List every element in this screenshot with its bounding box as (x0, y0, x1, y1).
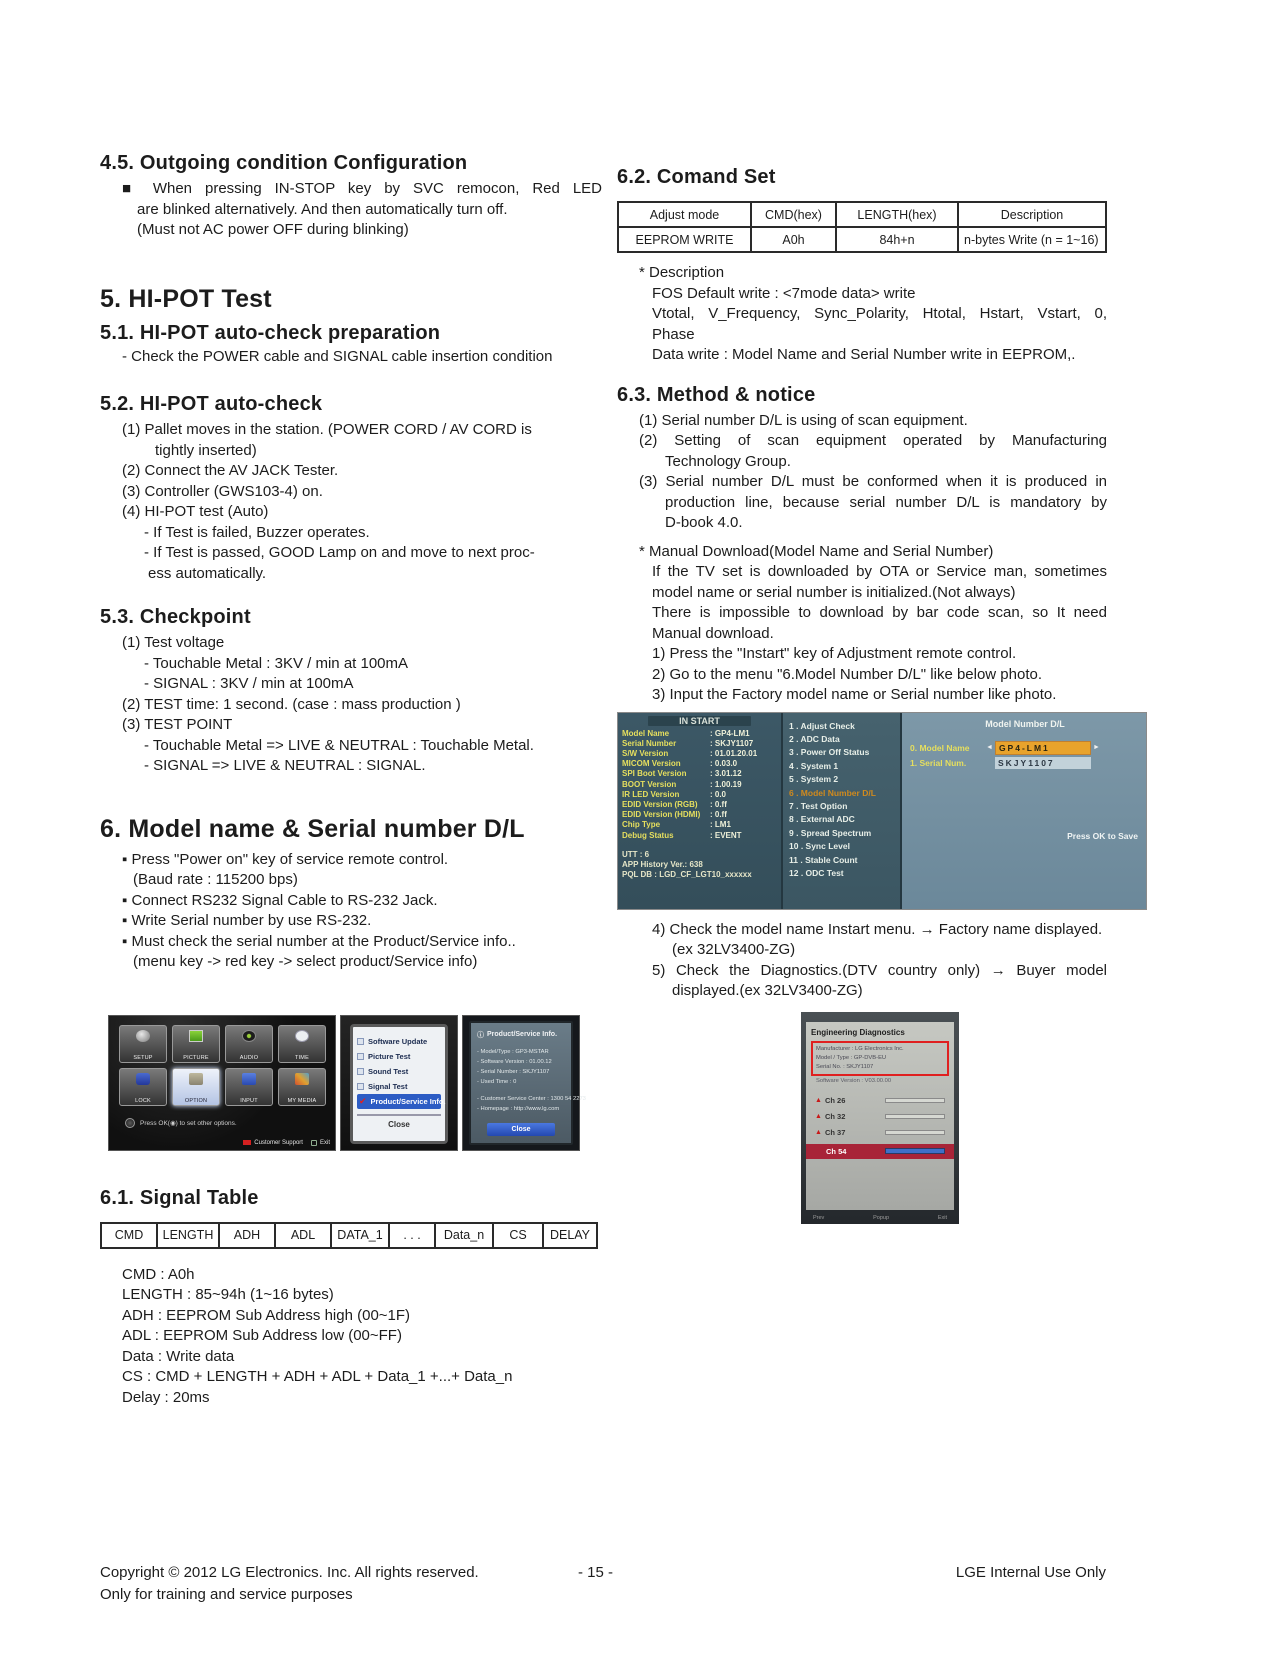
picture-icon (189, 1030, 203, 1042)
field-label: 1. Serial Num. (910, 757, 967, 768)
text-line: ▪ Press "Power on" key of service remote control. (122, 850, 449, 868)
text-line: 4) Check the model name Instart menu. → Factory name displayed. (652, 920, 1103, 938)
text-line: (3) Serial number D/L must be conformed when it is produced in (639, 473, 1107, 490)
text-line: Technology Group. (665, 452, 791, 470)
command-table-header-row (618, 202, 1106, 227)
menu-item-label: Sound Test (368, 1066, 409, 1076)
channel-row (811, 1109, 949, 1125)
instart-menu-item: 11 . Stable Count (789, 854, 858, 865)
highlight-red-box (811, 1041, 949, 1076)
setup-icon (136, 1030, 150, 1042)
text-line: - SIGNAL : 3KV / min at 100mA (144, 675, 354, 692)
internal-use-note: LGE Internal Use Only (955, 1564, 1106, 1581)
product-service-info-photo (462, 1015, 586, 1151)
info-row (622, 790, 777, 800)
menu-tile-grid (119, 1025, 326, 1106)
info-label: Chip Type (622, 820, 661, 830)
text-line: D-book 4.0. (665, 514, 743, 531)
text-line: ADH : EEPROM Sub Address high (00~1F) (122, 1306, 411, 1324)
text-line: If the TV set is downloaded by OTA or Service man, sometimes (652, 563, 1107, 580)
text-line: (1) Pallet moves in the station. (POWER CORD / AV CORD is (122, 421, 532, 438)
checkbox-icon (357, 1038, 364, 1045)
instart-menu-item: 7 . Test Option (789, 800, 848, 811)
close-button: Close (357, 1114, 441, 1129)
model-name-field (910, 741, 1147, 755)
section-5-1-heading: 5.1. HI-POT auto-check preparation (100, 321, 441, 344)
instart-menu-item-selected: 6 . Model Number D/L (789, 787, 876, 798)
text-line: ▪ Connect RS232 Signal Cable to RS-232 Jack. (122, 891, 438, 909)
instart-menu-pane (781, 713, 900, 909)
title-text: Product/Service Info. (487, 1031, 558, 1038)
text-line: tightly inserted) (155, 441, 257, 459)
text-line: (Must not AC power OFF during blinking) (137, 221, 409, 238)
info-value: : SKJY1107 (710, 738, 754, 748)
instart-menu-item: 9 . Spread Spectrum (789, 827, 872, 838)
tile-label: TIME (295, 1054, 309, 1061)
info-label: IR LED Version (622, 789, 680, 799)
section-6-3-heading: 6.3. Method & notice (617, 383, 816, 406)
tile-label: MY MEDIA (287, 1097, 317, 1104)
text-line: ▪ Must check the serial number at the Product/Service info.. (122, 932, 516, 950)
text-line: (Baud rate : 115200 bps) (133, 871, 298, 888)
lock-icon (136, 1073, 150, 1085)
table-cell: A0h (751, 227, 836, 252)
menu-photos-row (100, 1015, 602, 1151)
text-line: LENGTH : 85~94h (1~16 bytes) (122, 1286, 334, 1303)
text-line: * Manual Download(Model Name and Serial Number) (639, 542, 994, 560)
instart-header: IN START (648, 716, 751, 726)
text-line: (2) TEST time: 1 second. (case : mass production ) (122, 695, 461, 713)
customer-support-label: Customer Support (254, 1139, 303, 1146)
instart-menu-item: 1 . Adjust Check (789, 720, 855, 731)
menu-item-label: Signal Test (368, 1081, 408, 1091)
footer-line: APP History Ver.: 638 (622, 859, 703, 869)
table-header-cell: Adjust mode (618, 202, 751, 227)
text-line: ▪ Write Serial number by use RS-232. (122, 912, 372, 929)
channel-row (811, 1093, 949, 1109)
info-row (622, 820, 777, 830)
table-header-cell: LENGTH(hex) (836, 202, 958, 227)
text-line: Data write : Model Name and Serial Number write in EEPROM,. (652, 346, 1076, 363)
table-header-cell: ADL (275, 1223, 331, 1248)
section-6-heading: 6. Model name & Serial number D/L (100, 814, 525, 843)
pane-title: Model Number D/L (985, 718, 1065, 729)
exit-icon (311, 1140, 317, 1146)
text-line: displayed.(ex 32LV3400-ZG) (672, 982, 863, 999)
warning-icon: ▲ (815, 1113, 822, 1120)
info-line: - Used Time : 0 (477, 1078, 517, 1085)
text-line: model name or serial number is initialized.(Not always) (652, 583, 1016, 601)
tile-label: LOCK (135, 1097, 151, 1104)
text-line: 1) Press the "Instart" key of Adjustment remote control. (652, 645, 1017, 662)
info-row (622, 780, 777, 790)
text-line: (2) Setting of scan equipment operated by Manufacturing (639, 432, 1107, 449)
model-name-value: GP4-LM1 (995, 741, 1091, 755)
table-header-cell: DATA_1 (331, 1223, 389, 1248)
channel-row-selected (806, 1144, 954, 1159)
audio-icon (242, 1030, 256, 1042)
info-value: : EVENT (710, 830, 742, 840)
table-header-cell: Data_n (435, 1223, 493, 1248)
info-row (622, 800, 777, 810)
menu-tile-input (225, 1068, 273, 1106)
info-label: EDID Version (HDMI) (622, 810, 701, 820)
table-header-cell: Description (958, 202, 1106, 227)
info-row (622, 831, 777, 841)
table-header-cell: CMD(hex) (751, 202, 836, 227)
menu-item-label: Software Update (368, 1036, 428, 1046)
menu-footer (243, 1140, 330, 1146)
tile-label: OPTION (184, 1097, 208, 1104)
instart-menu-item: 12 . ODC Test (789, 867, 844, 878)
info-label: Debug Status (622, 830, 674, 840)
signal-bar (885, 1098, 945, 1103)
text-line: - If Test is passed, GOOD Lamp on and move to next proc- (144, 544, 535, 561)
info-line: - Model/Type : GP3-MSTAR (477, 1048, 549, 1055)
text-line: ess automatically. (148, 564, 267, 582)
tile-label: PICTURE (183, 1054, 209, 1061)
info-value: : 01.01.20.01 (710, 748, 758, 758)
copyright-line: Only for training and service purposes (100, 1586, 353, 1603)
info-value: : 1.00.19 (710, 779, 742, 789)
footer-line: UTT : 6 (622, 849, 650, 859)
signal-bar (885, 1148, 945, 1154)
text-line: 5) Check the Diagnostics.(DTV country only) → Buyer model (652, 961, 1107, 979)
text-line: production line, because serial number D/L is mandatory by (665, 493, 1107, 511)
left-arrow-icon: ◄ (986, 744, 993, 751)
info-value: : LM1 (710, 820, 731, 830)
press-ok-hint: Press OK to Save (1067, 830, 1138, 841)
text-line: - Touchable Metal => LIVE & NEUTRAL : Touchable Metal. (144, 736, 534, 754)
menu-tile-mymedia (278, 1068, 326, 1106)
channel-label: Ch 32 (824, 1112, 846, 1121)
section-5-2-heading: 5.2. HI-POT auto-check (100, 393, 323, 415)
popup-hint: Popup (873, 1214, 890, 1221)
text-line: CMD : A0h (122, 1265, 195, 1283)
instart-info-pane (618, 713, 781, 909)
left-column (100, 152, 602, 1408)
prev-hint: Prev (813, 1214, 825, 1221)
test-menu-panel (350, 1024, 448, 1144)
command-table-data-row (618, 227, 1106, 252)
input-icon (242, 1073, 256, 1085)
instart-menu-item: 3 . Power Off Status (789, 747, 870, 758)
instart-menu-item: 4 . System 1 (789, 760, 839, 771)
text-line: Delay : 20ms (122, 1388, 210, 1406)
text-line: (3) Controller (GWS103-4) on. (122, 482, 323, 500)
text-line: Phase (652, 325, 695, 343)
menu-tile-time (278, 1025, 326, 1063)
signal-bar (885, 1114, 945, 1119)
info-label: BOOT Version (622, 779, 677, 789)
table-cell: EEPROM WRITE (618, 227, 751, 252)
checkbox-icon (357, 1068, 364, 1075)
text-line: ■ When pressing IN-STOP key by SVC remocon, Red LED (122, 180, 602, 197)
info-label: Model Name (622, 728, 670, 738)
info-label: S/W Version (622, 748, 669, 758)
checkbox-icon (357, 1053, 364, 1060)
channel-label: Ch 37 (824, 1128, 846, 1137)
text-line: - If Test is failed, Buzzer operates. (144, 523, 370, 541)
text-line: (3) TEST POINT (122, 716, 233, 733)
info-value: : 0.ff (710, 810, 727, 820)
info-label: SPI Boot Version (622, 769, 687, 779)
red-check-icon: ✔ (359, 1095, 367, 1106)
diagnostics-photo (801, 1012, 959, 1224)
table-header-cell: . . . (389, 1223, 435, 1248)
software-version-line: Software Version : V03.00.00 (816, 1077, 892, 1084)
right-column (617, 166, 1138, 1224)
warning-icon: ▲ (815, 1129, 822, 1136)
menu-tile-lock (119, 1068, 167, 1106)
info-line: - Serial Number : SKJY1107 (477, 1068, 550, 1075)
text-line: * Description (639, 264, 725, 281)
text-line: - Check the POWER cable and SIGNAL cable insertion condition (122, 347, 553, 365)
info-label: EDID Version (RGB) (622, 799, 698, 809)
text-line: 3) Input the Factory model name or Serial number like photo. (652, 686, 1057, 703)
info-row (622, 749, 777, 759)
info-line: - Customer Service Center : 1300 54 2273 (477, 1095, 586, 1102)
info-row (622, 810, 777, 820)
instart-menu-item: 2 . ADC Data (789, 733, 840, 744)
ok-hint (125, 1118, 237, 1128)
channel-row (811, 1125, 949, 1141)
option-icon (189, 1073, 203, 1085)
text-line: Data : Write data (122, 1347, 235, 1365)
text-line: (ex 32LV3400-ZG) (672, 941, 796, 958)
table-header-cell: CS (493, 1223, 543, 1248)
serial-number-value: SKJY1107 (995, 757, 1091, 769)
info-value: : GP4-LM1 (710, 728, 750, 738)
instart-menu-item: 5 . System 2 (789, 774, 839, 785)
red-key-icon (243, 1140, 251, 1145)
text-line: (menu key -> red key -> select product/Service info) (133, 953, 478, 970)
text-line: - Touchable Metal : 3KV / min at 100mA (144, 654, 409, 672)
clock-icon (295, 1030, 309, 1042)
info-line: - Homepage : http://www.lg.com (477, 1105, 560, 1112)
option-test-menu-photo (340, 1015, 458, 1151)
text-line: (4) HI-POT test (Auto) (122, 503, 269, 520)
model-number-dl-pane (900, 713, 1147, 909)
info-row (622, 739, 777, 749)
diagnostics-screen (806, 1022, 954, 1210)
menu-item (357, 1079, 441, 1094)
info-value: : 0.ff (710, 799, 727, 809)
table-cell: 84h+n (836, 227, 958, 252)
hint-text: Press OK(◉) to set other options. (140, 1119, 237, 1127)
section-5-3-heading: 5.3. Checkpoint (100, 606, 251, 628)
text-line: ADL : EEPROM Sub Address low (00~FF) (122, 1327, 402, 1344)
text-line: (2) Connect the AV JACK Tester. (122, 462, 339, 479)
tile-label: SETUP (133, 1054, 153, 1061)
instart-menu-item: 8 . External ADC (789, 814, 855, 825)
text-line: FOS Default write : <7mode data> write (652, 284, 916, 302)
copyright-line: Copyright © 2012 LG Electronics. Inc. All rights reserved. (100, 1564, 479, 1581)
text-line: - SIGNAL => LIVE & NEUTRAL : SIGNAL. (144, 757, 426, 774)
info-icon: ⓘ (477, 1031, 484, 1039)
signal-table-header-row (101, 1223, 597, 1248)
channel-label: Ch 54 (826, 1146, 847, 1156)
exit-label: Exit (319, 1139, 330, 1146)
diagnostics-title: Engineering Diagnostics (811, 1027, 905, 1037)
instart-footer (622, 850, 777, 881)
field-label: 0. Model Name (910, 742, 970, 753)
info-value: : 0.03.0 (710, 759, 738, 769)
menu-item (357, 1034, 441, 1049)
info-row (622, 759, 777, 769)
info-label: MICOM Version (622, 759, 681, 769)
table-header-cell: DELAY (543, 1223, 597, 1248)
info-row (622, 729, 777, 739)
tile-label: INPUT (240, 1097, 258, 1104)
table-header-cell: LENGTH (157, 1223, 219, 1248)
footer-line: PQL DB : LGD_CF_LGT10_xxxxxx (622, 870, 752, 880)
exit-hint: Exit (937, 1214, 947, 1221)
table-cell: n-bytes Write (n = 1~16) (958, 227, 1106, 252)
menu-item (357, 1049, 441, 1064)
tv-home-menu-photo (108, 1015, 336, 1151)
service-info-panel (469, 1021, 586, 1145)
menu-tile-setup (119, 1025, 167, 1063)
right-arrow-icon: ► (1092, 744, 1100, 751)
menu-item-label: Product/Service Info. (370, 1096, 446, 1106)
text-line: (1) Serial number D/L is using of scan equipment. (639, 411, 968, 429)
menu-tile-picture (172, 1025, 220, 1063)
section-5-heading: 5. HI-POT Test (100, 284, 272, 313)
diagnostics-key-hints (813, 1215, 947, 1221)
section-6-2-heading: 6.2. Comand Set (617, 166, 776, 188)
ok-wheel-icon (125, 1118, 135, 1128)
instart-menu-photo (617, 712, 1147, 910)
command-set-table (617, 201, 1107, 253)
info-line: Model / Type : GP-DVB-EU (816, 1054, 887, 1061)
info-line: Manufacturer : LG Electronics Inc. (816, 1045, 904, 1052)
menu-item-selected (357, 1094, 446, 1109)
text-line: are blinked alternatively. And then automatically turn off. (137, 200, 508, 218)
menu-tile-audio (225, 1025, 273, 1063)
info-label: Serial Number (622, 738, 677, 748)
close-button: Close (487, 1123, 555, 1136)
page-number: - 15 - (578, 1564, 614, 1581)
text-line: 2) Go to the menu "6.Model Number D/L" like below photo. (652, 665, 1043, 683)
tile-label: AUDIO (239, 1054, 259, 1061)
text-line: (1) Test voltage (122, 634, 225, 651)
table-header-cell: CMD (101, 1223, 157, 1248)
channel-label: Ch 26 (824, 1096, 846, 1105)
instart-menu-item: 10 . Sync Level (789, 841, 850, 852)
text-line: Vtotal, V_Frequency, Sync_Polarity, Htotal, Hstart, Vstart, 0, (652, 305, 1107, 322)
menu-item (357, 1064, 441, 1079)
checkbox-icon (357, 1083, 364, 1090)
text-line: Manual download. (652, 624, 774, 642)
menu-tile-option-highlighted (172, 1068, 220, 1106)
section-6-1-heading: 6.1. Signal Table (100, 1186, 259, 1209)
section-4-5-heading: 4.5. Outgoing condition Configuration (100, 152, 468, 174)
text-line: There is impossible to download by bar code scan, so It need (652, 604, 1107, 621)
info-value: : 0.0 (710, 789, 727, 799)
info-value: : 3.01.12 (710, 769, 742, 779)
service-info-title (477, 1030, 565, 1040)
menu-item-label: Picture Test (368, 1051, 411, 1061)
signal-bar (885, 1130, 945, 1135)
media-icon (295, 1073, 309, 1085)
text-line: CS : CMD + LENGTH + ADH + ADL + Data_1 +...+ Data_n (122, 1368, 513, 1385)
info-line: - Software Version : 01.00.12 (477, 1058, 552, 1065)
serial-number-field (910, 757, 1147, 769)
copyright-note (100, 1562, 479, 1606)
info-row (622, 769, 777, 779)
table-header-cell: ADH (219, 1223, 275, 1248)
warning-icon: ▲ (815, 1097, 822, 1104)
info-line: Serial No. : SKJY1107 (816, 1063, 874, 1070)
signal-table (100, 1222, 598, 1249)
